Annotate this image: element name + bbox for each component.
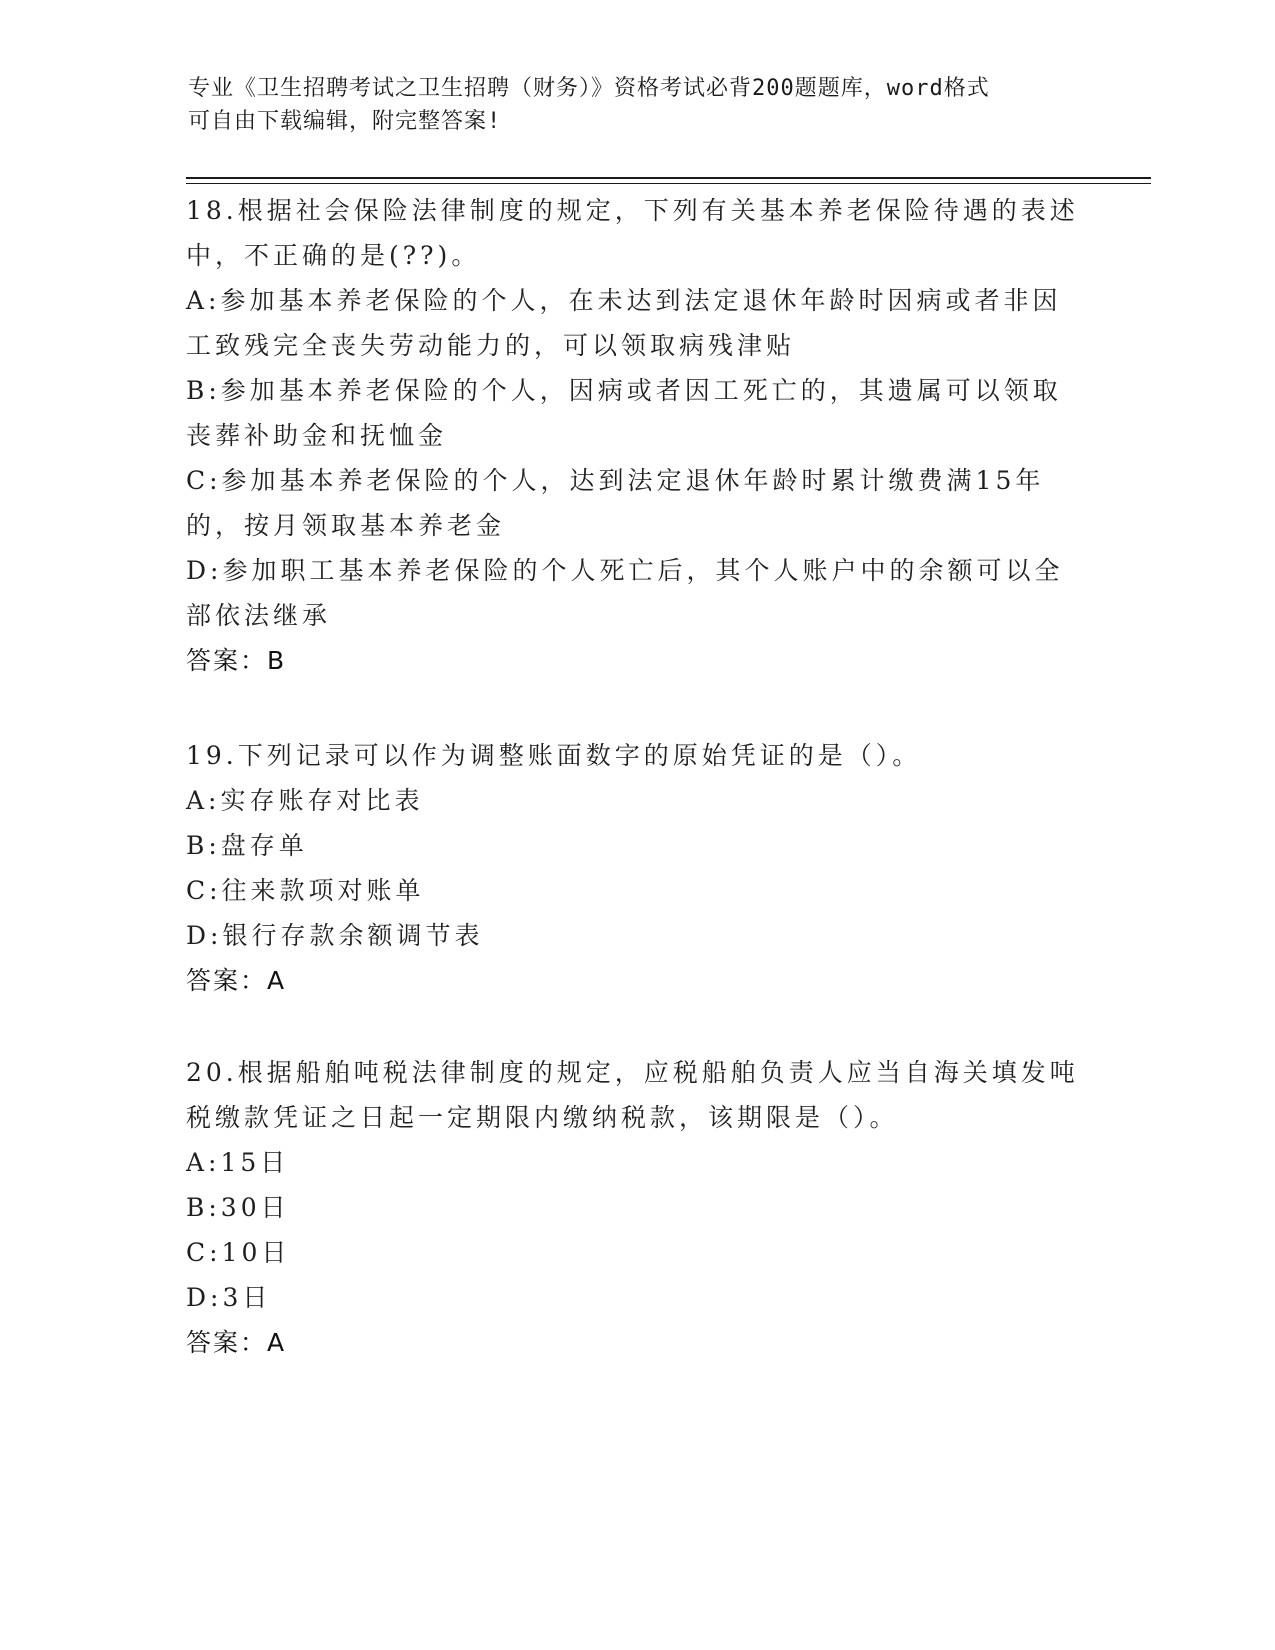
option-c: 的，按月领取基本养老金 bbox=[186, 511, 506, 540]
option-d: 部依法继承 bbox=[186, 601, 332, 630]
option-b: B:参加基本养老保险的个人，因病或者因工死亡的，其遗属可以领取 bbox=[186, 376, 1062, 405]
option-b: B:30日 bbox=[186, 1193, 290, 1222]
header-divider bbox=[186, 177, 1151, 179]
option-d: D:3日 bbox=[186, 1283, 272, 1312]
option-c: C:10日 bbox=[186, 1238, 291, 1267]
document-header bbox=[188, 72, 1068, 138]
question-stem: 20.根据船舶吨税法律制度的规定，应税船舶负责人应当自海关填发吨 bbox=[186, 1058, 1079, 1087]
option-b: B:盘存单 bbox=[186, 831, 308, 860]
answer-line: 答案：A bbox=[186, 966, 287, 995]
question-stem: 19.下列记录可以作为调整账面数字的原始凭证的是（）。 bbox=[186, 741, 922, 770]
option-d: D:银行存款余额调节表 bbox=[186, 921, 484, 950]
option-c: C:往来款项对账单 bbox=[186, 876, 425, 905]
question-stem: 18.根据社会保险法律制度的规定，下列有关基本养老保险待遇的表述 bbox=[186, 196, 1079, 225]
option-c: C:参加基本养老保险的个人，达到法定退休年龄时累计缴费满15年 bbox=[186, 466, 1045, 495]
question-block bbox=[186, 733, 1086, 1003]
question-stem: 中，不正确的是(??)。 bbox=[186, 241, 481, 270]
question-stem: 税缴款凭证之日起一定期限内缴纳税款，该期限是（）。 bbox=[186, 1103, 899, 1132]
answer-line: 答案：A bbox=[186, 1328, 287, 1357]
option-a: A:实存账存对比表 bbox=[186, 786, 424, 815]
header-divider bbox=[186, 183, 1151, 184]
option-d: D:参加职工基本养老保险的个人死亡后，其个人账户中的余额可以全 bbox=[186, 556, 1064, 585]
answer-line: 答案：B bbox=[186, 646, 287, 675]
option-a: A:15日 bbox=[186, 1148, 290, 1177]
question-block bbox=[186, 188, 1086, 683]
question-block bbox=[186, 1050, 1086, 1365]
option-a: 工致残完全丧失劳动能力的，可以领取病残津贴 bbox=[186, 331, 796, 360]
header-line: 专业《卫生招聘考试之卫生招聘（财务）》资格考试必背200题题库，word格式 bbox=[188, 76, 990, 101]
header-line: 可自由下载编辑，附完整答案! bbox=[188, 109, 502, 134]
option-a: A:参加基本养老保险的个人，在未达到法定退休年龄时因病或者非因 bbox=[186, 286, 1062, 315]
option-b: 丧葬补助金和抚恤金 bbox=[186, 421, 448, 450]
